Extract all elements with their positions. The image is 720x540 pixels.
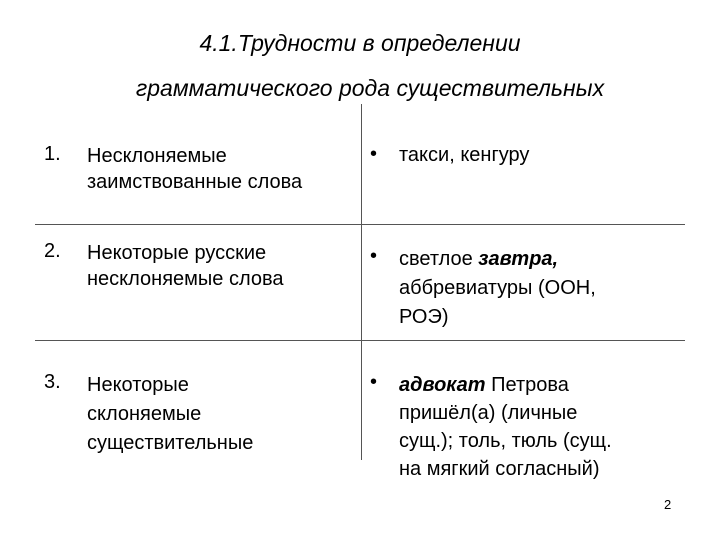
row-2-examples-line	[399, 245, 596, 274]
row-2-category	[87, 240, 284, 292]
row-3-emphasized-word: адвокат	[399, 374, 486, 396]
row-2-number: 2.	[44, 240, 61, 262]
column-divider	[361, 104, 362, 460]
row-3-number: 3.	[44, 371, 61, 393]
row-2-bullet: •	[370, 245, 378, 267]
row-3-examples-line: пришёл(а) (личные	[399, 402, 578, 424]
row-3-examples-line	[399, 371, 612, 399]
row-divider-1	[35, 224, 685, 225]
row-2-examples-line: РОЭ)	[399, 306, 449, 328]
row-3-category-line: существительные	[87, 432, 254, 454]
row-3-bullet: •	[370, 371, 378, 393]
row-1-category-line: Несклоняемые	[87, 145, 227, 167]
row-1-category	[87, 143, 302, 195]
row-3-category	[87, 371, 253, 458]
row-3-plain-text: Петрова	[485, 374, 569, 396]
page-title-line-1: 4.1.Трудности в определении	[199, 30, 521, 56]
row-1-category-line: заимствованные слова	[87, 171, 303, 193]
row-1-number: 1.	[44, 143, 61, 165]
row-3-category-line: склоняемые	[87, 403, 202, 425]
row-1-examples-line: такси, кенгуру	[399, 144, 530, 166]
page-number: 2	[664, 497, 672, 512]
row-3-category-line: Некоторые	[87, 374, 189, 396]
row-3-examples-line: на мягкий согласный)	[399, 458, 600, 480]
row-divider-2	[35, 340, 685, 341]
row-2-plain-text: светлое	[399, 248, 479, 270]
row-2-category-line: Некоторые русские	[87, 242, 267, 264]
row-2-emphasized-word: завтра,	[478, 248, 559, 270]
row-1-bullet: •	[370, 143, 378, 165]
row-3-examples-line: сущ.); толь, тюль (сущ.	[399, 430, 612, 452]
page-title-line-2: грамматического рода существительных	[135, 75, 605, 101]
row-1-examples	[399, 143, 529, 168]
row-2-examples	[399, 245, 596, 332]
row-3-examples	[399, 371, 612, 483]
row-2-category-line: несклоняемые слова	[87, 268, 284, 290]
row-2-examples-line: аббревиатуры (ООН,	[399, 277, 596, 299]
